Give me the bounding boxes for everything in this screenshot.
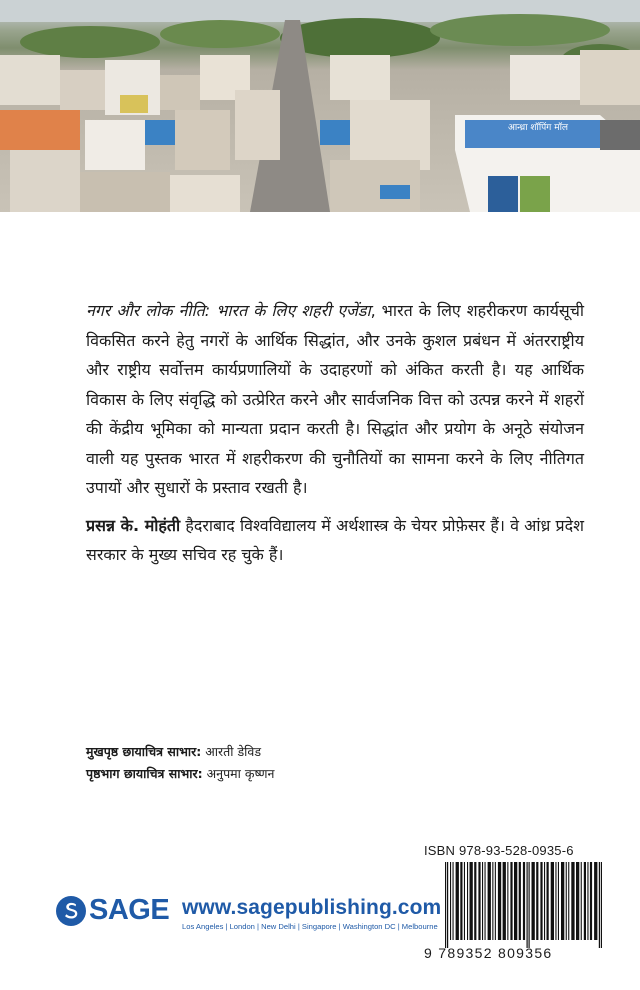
barcode-bar xyxy=(576,862,579,940)
author-name: प्रसन्न के. मोहंती xyxy=(86,515,181,535)
barcode-bar xyxy=(594,862,597,940)
barcode-bar xyxy=(507,862,508,940)
publisher-cities: Los Angeles | London | New Delhi | Singapore | Washington DC | Melbourne xyxy=(182,922,438,931)
barcode-guard-bar xyxy=(599,862,600,948)
barcode-bar xyxy=(540,862,542,940)
barcode-bar xyxy=(474,862,476,940)
barcode xyxy=(441,862,619,948)
barcode-bar xyxy=(555,862,556,940)
barcode-bar xyxy=(503,862,506,940)
barcode-bar xyxy=(470,862,473,940)
front-credit-label: मुखपृष्ठ छायाचित्र साभार: xyxy=(86,744,202,759)
sage-wordmark: SAGE xyxy=(89,894,170,926)
barcode-bar xyxy=(498,862,501,940)
barcode-bar xyxy=(571,862,574,940)
barcode-bar xyxy=(482,862,483,940)
barcode-bar xyxy=(478,862,480,940)
barcode-guard-bar xyxy=(601,862,602,948)
barcode-digits: 9 789352 809356 xyxy=(424,945,553,961)
barcode-bar xyxy=(566,862,567,940)
sage-logo xyxy=(55,894,169,927)
barcode-bar xyxy=(456,862,459,940)
barcode-bar xyxy=(450,862,451,940)
back-credit-value: अनुपमा कृष्णन xyxy=(202,766,275,781)
mall-sign: आन्ध्रा शॉपिंग मॉल xyxy=(507,123,569,133)
barcode-bar xyxy=(536,862,538,940)
barcode-bar xyxy=(460,862,462,940)
barcode-bar xyxy=(467,862,468,940)
isbn-label: ISBN 978-93-528-0935-6 xyxy=(424,843,574,858)
barcode-bar xyxy=(532,862,535,940)
barcode-guard-bar xyxy=(527,862,528,948)
barcode-bar xyxy=(485,862,486,940)
barcode-guard-bar xyxy=(529,862,530,948)
back-cover-blurb xyxy=(86,296,584,570)
barcode-bar xyxy=(464,862,465,940)
barcode-bar xyxy=(561,862,564,940)
description-text: , भारत के लिए शहरीकरण कार्यसूची विकसित करने हेतु नगरों के आर्थिक सिद्धांत, और उनके कुशल प्रबंधन में अंतरराष्ट्रीय और राष्ट्रीय सर्वोत्तम कार्यप्रणालियों के उदाहरणों को अंकित करती है। यह आर्थिक विकास के लिए संवृद्धि को उत्प्रेरित करने और सार्वजनिक वित्त को उत्पन्न करने में शहरों की केंद्रीय भूमिका को मान्यता प्रदान करती है। सिद्धांत और प्रयोग के अनूठे संयोजन वाली यह पुस्तक भारत में शहरीकरण की चुनौतियों का सामना करने के लिए नीतिगत उपायों और सुधारों के प्रस्ताव रखती है। xyxy=(86,301,584,497)
barcode-bar xyxy=(492,862,493,940)
barcode-bar xyxy=(514,862,517,940)
back-cover-credit xyxy=(86,763,506,785)
sage-emblem-icon xyxy=(55,895,87,927)
barcode-bar xyxy=(568,862,569,940)
publisher-website[interactable]: www.sagepublishing.com xyxy=(182,896,442,919)
description-paragraph xyxy=(86,296,584,503)
barcode-bar xyxy=(558,862,559,940)
barcode-bar xyxy=(453,862,454,940)
barcode-bar xyxy=(547,862,549,940)
barcode-bar xyxy=(544,862,545,940)
barcode-bar xyxy=(584,862,586,940)
barcode-bar xyxy=(590,862,592,940)
cover-photo xyxy=(0,0,640,212)
barcode-bar xyxy=(495,862,496,940)
book-title: नगर और लोक नीति: भारत के लिए शहरी एजेंडा xyxy=(86,301,371,320)
barcode-bar xyxy=(581,862,582,940)
barcode-bar xyxy=(551,862,554,940)
aerial-city-photo-icon xyxy=(0,0,640,212)
author-bio: हैदराबाद विश्वविद्यालय में अर्थशास्त्र के चेयर प्रोफ़ेसर हैं। वे आंध्र प्रदेश सरकार के मुख्य सचिव रह चुके हैं। xyxy=(86,515,584,564)
barcode-bar xyxy=(510,862,512,940)
barcode-bar xyxy=(519,862,521,940)
author-bio-paragraph xyxy=(86,511,584,570)
barcode-bar xyxy=(488,862,491,940)
barcode-guard-bar xyxy=(445,862,446,948)
front-credit-value: आरती डेविड xyxy=(201,744,262,759)
back-credit-label: पृष्ठभाग छायाचित्र साभार: xyxy=(86,766,203,781)
photo-credits xyxy=(86,741,506,785)
barcode-guard-bar xyxy=(447,862,448,948)
front-cover-credit xyxy=(86,741,506,763)
barcode-bar xyxy=(523,862,525,940)
barcode-bar xyxy=(587,862,588,940)
